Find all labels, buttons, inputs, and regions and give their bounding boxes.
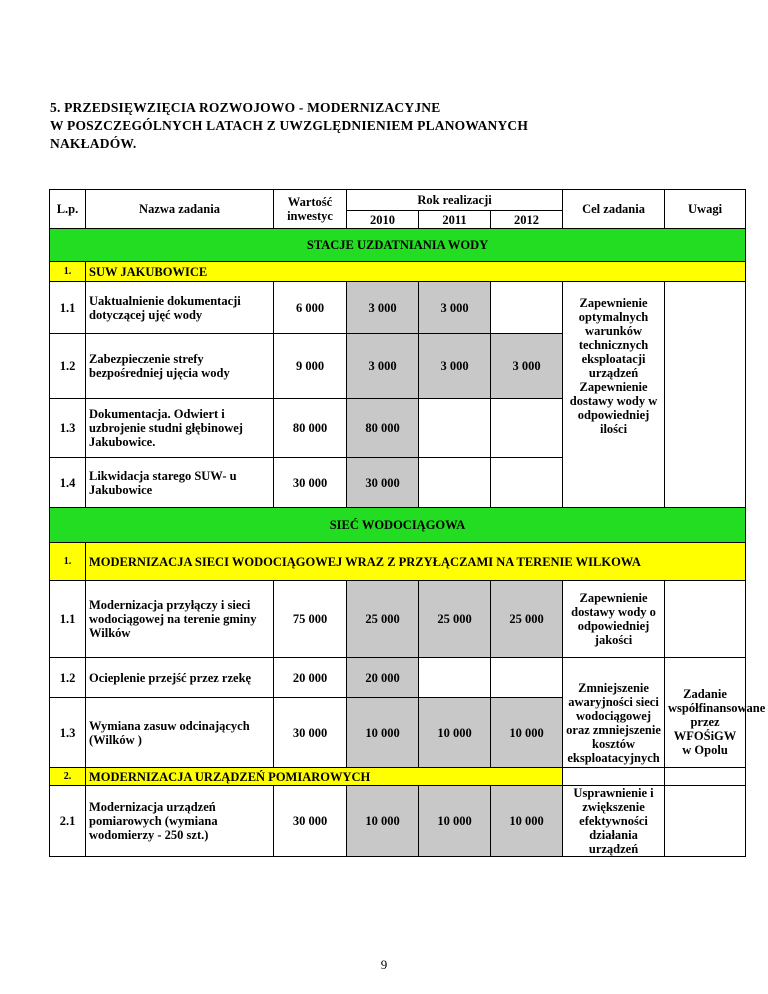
group-title-meters: MODERNIZACJA URZĄDZEŃ POMIAROWYCH (86, 768, 563, 786)
goal-cell-blank (563, 768, 665, 786)
heading-line-2: W POSZCZEGÓLNYCH LATACH Z UWZGLĘDNIENIEM PLANOWANYCH (50, 118, 529, 133)
year-2011-value (419, 399, 491, 458)
header-notes: Uwagi (665, 190, 746, 229)
goal-text: Zmniejszenie awaryjności sieci wodociągowej oraz zmniejszenie kosztów eksploatacyjnych (563, 658, 665, 768)
header-year-2012: 2012 (491, 211, 563, 229)
year-2010-value: 10 000 (347, 698, 419, 768)
investment-value: 9 000 (274, 334, 347, 399)
year-2011-value: 3 000 (419, 334, 491, 399)
task-name: Modernizacja przyłączy i sieci wodociągowej na terenie gminy Wilków (86, 581, 274, 658)
header-goal: Cel zadania (563, 190, 665, 229)
investment-value: 80 000 (274, 399, 347, 458)
task-name: Modernizacja urządzeń pomiarowych (wymiana wodomierzy - 250 szt.) (86, 786, 274, 857)
year-2012-value: 10 000 (491, 786, 563, 857)
year-2012-value (491, 458, 563, 508)
investment-value: 30 000 (274, 458, 347, 508)
year-2010-value: 25 000 (347, 581, 419, 658)
year-2010-value: 30 000 (347, 458, 419, 508)
year-2010-value: 80 000 (347, 399, 419, 458)
row-lp: 1.3 (50, 698, 86, 768)
goal-text: Zapewnienie dostawy wody w odpowiedniej ilości (569, 380, 658, 436)
row-lp: 1.2 (50, 334, 86, 399)
year-2012-value: 10 000 (491, 698, 563, 768)
goal-cell-stations (563, 282, 665, 508)
investment-value: 75 000 (274, 581, 347, 658)
notes-cell (665, 768, 746, 786)
table-row (50, 282, 746, 334)
task-name: Wymiana zasuw odcinających (Wilków ) (86, 698, 274, 768)
page-number: 9 (380, 957, 388, 972)
heading-line-3: NAKŁADÓW. (50, 136, 137, 151)
year-2011-value: 3 000 (419, 282, 491, 334)
task-name: Ocieplenie przejść przez rzekę (86, 658, 274, 698)
task-name: Likwidacja starego SUW- u Jakubowice (86, 458, 274, 508)
heading-line-1: 5. PRZEDSIĘWZIĘCIA ROZWOJOWO - MODERNIZACYJNE (50, 100, 441, 115)
row-lp: 1.4 (50, 458, 86, 508)
header-year-group: Rok realizacji (347, 190, 563, 211)
investment-plan-table (49, 189, 766, 857)
notes-cell (665, 581, 746, 658)
investment-value: 6 000 (274, 282, 347, 334)
group-lp: 1. (50, 262, 86, 282)
notes-text: Zadanie współfinansowane przez WFOŚiGW w Opolu (665, 658, 746, 768)
table-row (50, 786, 746, 857)
section-title-network: SIEĆ WODOCIĄGOWA (50, 508, 746, 543)
year-2011-value: 10 000 (419, 698, 491, 768)
year-2012-value: 25 000 (491, 581, 563, 658)
group-title-suw-jakubowice: SUW JAKUBOWICE (86, 262, 746, 282)
year-2012-value (491, 282, 563, 334)
year-2010-value: 3 000 (347, 282, 419, 334)
header-value-line-2: inwestyc (287, 209, 333, 223)
header-year-2011: 2011 (419, 211, 491, 229)
year-2012-value (491, 399, 563, 458)
row-lp: 1.2 (50, 658, 86, 698)
group-lp: 2. (50, 768, 86, 786)
year-2010-value: 3 000 (347, 334, 419, 399)
investment-value: 30 000 (274, 786, 347, 857)
header-name: Nazwa zadania (86, 190, 274, 229)
task-name: Dokumentacja. Odwiert i uzbrojenie studni głębinowej Jakubowice. (86, 399, 274, 458)
header-year-2010: 2010 (347, 211, 419, 229)
notes-cell (665, 282, 746, 508)
investment-value: 20 000 (274, 658, 347, 698)
year-2012-value (491, 658, 563, 698)
header-value-line-1: Wartość (287, 195, 333, 209)
row-lp: 1.3 (50, 399, 86, 458)
goal-text: Zapewnienie optymalnych warunków technicznych eksploatacji urządzeń (578, 296, 649, 380)
section-heading (50, 99, 730, 153)
table-row (50, 581, 746, 658)
year-2012-value: 3 000 (491, 334, 563, 399)
row-lp: 1.1 (50, 581, 86, 658)
year-2010-value: 20 000 (347, 658, 419, 698)
investment-value: 30 000 (274, 698, 347, 768)
year-2011-value: 25 000 (419, 581, 491, 658)
header-value (274, 190, 347, 229)
task-name: Uaktualnienie dokumentacji dotyczącej ujęć wody (86, 282, 274, 334)
group-lp: 1. (50, 543, 86, 581)
table-row (50, 658, 746, 698)
task-name: Zabezpieczenie strefy bezpośredniej ujęcia wody (86, 334, 274, 399)
notes-cell (665, 786, 746, 857)
row-lp: 1.1 (50, 282, 86, 334)
section-title-stations: STACJE UZDATNIANIA WODY (50, 229, 746, 262)
year-2011-value (419, 458, 491, 508)
group-title-network-modernization: MODERNIZACJA SIECI WODOCIĄGOWEJ WRAZ Z PRZYŁĄCZAMI NA TERENIE WILKOWA (86, 543, 746, 581)
year-2011-value: 10 000 (419, 786, 491, 857)
header-lp: L.p. (50, 190, 86, 229)
goal-text: Zapewnienie dostawy wody o odpowiedniej jakości (563, 581, 665, 658)
goal-text: Usprawnienie i zwiększenie efektywności działania urządzeń (563, 786, 665, 857)
row-lp: 2.1 (50, 786, 86, 857)
year-2011-value (419, 658, 491, 698)
year-2010-value: 10 000 (347, 786, 419, 857)
